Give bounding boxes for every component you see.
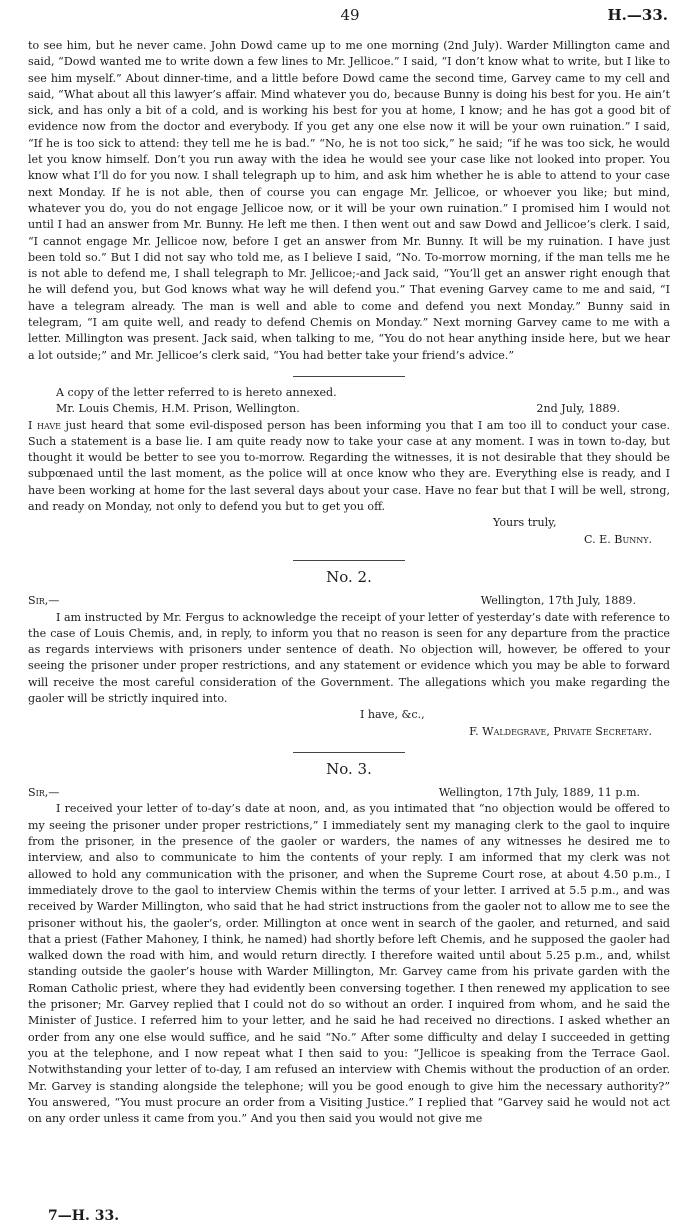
no2-heading: No. 2. <box>326 567 372 586</box>
letter-body-text: just heard that some evil-disposed person has been informing you that I am too ill to conduct your case. Such a statement is a base lie. I am quite ready now to take your case at any moment. I was in town to-day, but thought it would be better to see you to-morrow. Regarding the witnesses, it is not desirable that they should be subpœnaed until the last moment, as the police will at once know who they are. Everything else is ready, and I have been working at home for the last several days about your case. Have no fear but that I will be well, strong, and ready on Monday, not only to defend you but to get you off. <box>28 418 670 514</box>
no2-salutation: Sir,— <box>28 594 60 608</box>
no2-salutation-row <box>28 593 670 609</box>
no3-salutation: Sir,— <box>28 786 60 800</box>
page-body <box>28 38 670 1127</box>
signature-mark: 7—H. 33. <box>48 1208 120 1224</box>
no2-signature: F. Waldegrave, Private Secretary. <box>469 724 652 738</box>
no3-salutation-row <box>28 785 670 801</box>
document-reference: H.—33. <box>607 6 668 24</box>
letter-date: 2nd July, 1889. <box>536 402 620 416</box>
no3-heading: No. 3. <box>326 759 372 778</box>
page-number: 49 <box>340 6 360 24</box>
letter-body <box>28 418 670 516</box>
letter-address-row <box>28 401 670 417</box>
no2-body: I am instructed by Mr. Fergus to acknowledge the receipt of your letter of yesterday’s date with reference to the case of Louis Chemis, and, in reply, to inform you that no reason is seen for any departure from the practice as regards interviews with prisoners under sentence of death. No objection will, however, be offered to your seeing the prisoner under proper restrictions, and any statement or evidence which you may be able to forward will receive the most careful consideration of the Government. The allegations which you make regarding the gaoler will be strictly inquired into. <box>28 610 670 705</box>
section-divider <box>293 752 405 753</box>
no2-date: Wellington, 17th July, 1889. <box>480 594 636 608</box>
letter-intro: A copy of the letter referred to is hereto annexed. <box>56 385 337 399</box>
letter-opening: I have <box>28 418 61 432</box>
no3-date: Wellington, 17th July, 1889, 11 p.m. <box>438 786 640 800</box>
section-divider <box>293 560 405 561</box>
letter-closing: Yours truly, <box>493 516 557 530</box>
no3-body: I received your letter of to-day’s date at noon, and, as you intimated that “no objection would be offered to my seeing the prisoner under proper restrictions,” I immediately sent my managing clerk to the gaol to inquire from the prisoner, in the presence of the gaoler or warders, the names of any witnesses he desired me to interview, and also to communicate to him the contents of your reply. I am informed that my clerk was not allowed to hold any communication with the prisoner, and when the Supreme Court rose, at about 4.50 p.m., I immediately drove to the gaol to interview Chemis within the terms of your letter. I arrived at 5.5 p.m., and was received by Warder Millington, who said that he had strict instructions from the gaoler not to allow me to see the prisoner without his, the gaoler’s, order. Millington at once went in search of the gaoler, and returned, and said that a priest (Father Mahoney, I think, he named) had shortly before left Chemis, and he supposed the gaoler had walked down the road with him, and would return directly. I therefore waited until about 5.25 p.m., and, whilst standing outside the gaoler’s house with Warder Millington, Mr. Garvey came from his private garden with the Roman Catholic priest, where they had evidently been conversing together. I then renewed my application to see the prisoner; Mr. Garvey replied that I could not do so without an order. I inquired from whom, and he said the Minister of Justice. I referred him to your letter, and he said he had received no directions. I asked whether an order from any one else would suffice, and he said “No.” After some difficulty and delay I succeeded in getting you at the telephone, and I now repeat what I then said to you: “Jellicoe is speaking from the Terrace Gaol. Notwithstanding your letter of to-day, I am refused an interview with Chemis without the production of an order. Mr. Garvey is standing alongside the telephone; will you be good enough to give him the necessary authority?” You answered, “You must procure an order from a Visiting Justice.” I replied that “Garvey said he would not act on any order unless it came from you.” And you then said you would not give me <box>28 802 670 1126</box>
continued-paragraph: to see him, but he never came. John Dowd came up to me one morning (2nd July). Warder Millington came and said, “Dowd wanted me to write down a few lines to Mr. Jellicoe.” I said, “I don’t know what to write, but I like to see him myself.” About dinner-time, and a little before Dowd came the second time, Garvey came to my cell and said, “What about all this lawyer’s affair. Mind whatever you do, because Bunny is doing his best for you. He ain’t sick, and has only a bit of a cold, and is working his best for you at home, I know; and he has got a good bit of evidence now from the doctor and everybody. If you get any one else now it will be your own ruination.” I said, “If he is too sick to attend: they tell me he is bad.” “No, he is not too sick,” he said; “if he was too sick, he would let you know himself. Don’t you run away with the idea he would see your case like not looked into proper. You know what I’ll do for you now. I shall telegraph up to him, and ask him whether he is able to attend to your case next Monday. If he is not able, then of course you can engage Mr. Jellicoe, or whoever you like; but mind, whatever you do, you do not engage Jellicoe now, or it will be your own ruination.” I promised him I would not until I had an answer from Mr. Bunny. He left me then. I then went out and saw Dowd and Jellicoe’s clerk. I said, “I cannot engage Mr. Jellicoe now, before I get an answer from Mr. Bunny. It will be my ruination. I have just been told so.” But I did not say who told me, as I believe I said, “No. To-morrow morning, if the man tells me he is not able to defend me, I shall telegraph to Mr. Jellicoe;-and Jack said, “You’ll get an answer right enough that he will defend you, but God knows what way he will defend you.” That evening Garvey came to me and said, “I have a telegram already. The man is well and able to come and defend you next Monday.” Bunny said in telegram, “I am quite well, and ready to defend Chemis on Monday.” Next morning Garvey came to me with a letter. Millington was present. Jack said, when talking to me, “You do not hear anything inside here, but we hear a lot outside;” and Mr. Jellicoe’s clerk said, “You had better take your friend’s advice.” <box>28 39 670 362</box>
no2-closing: I have, &c., <box>360 708 425 722</box>
letter-addressee: Mr. Louis Chemis, H.M. Prison, Wellington. <box>56 402 300 416</box>
section-divider <box>293 376 405 377</box>
letter-signature: C. E. Bunny. <box>584 532 652 546</box>
